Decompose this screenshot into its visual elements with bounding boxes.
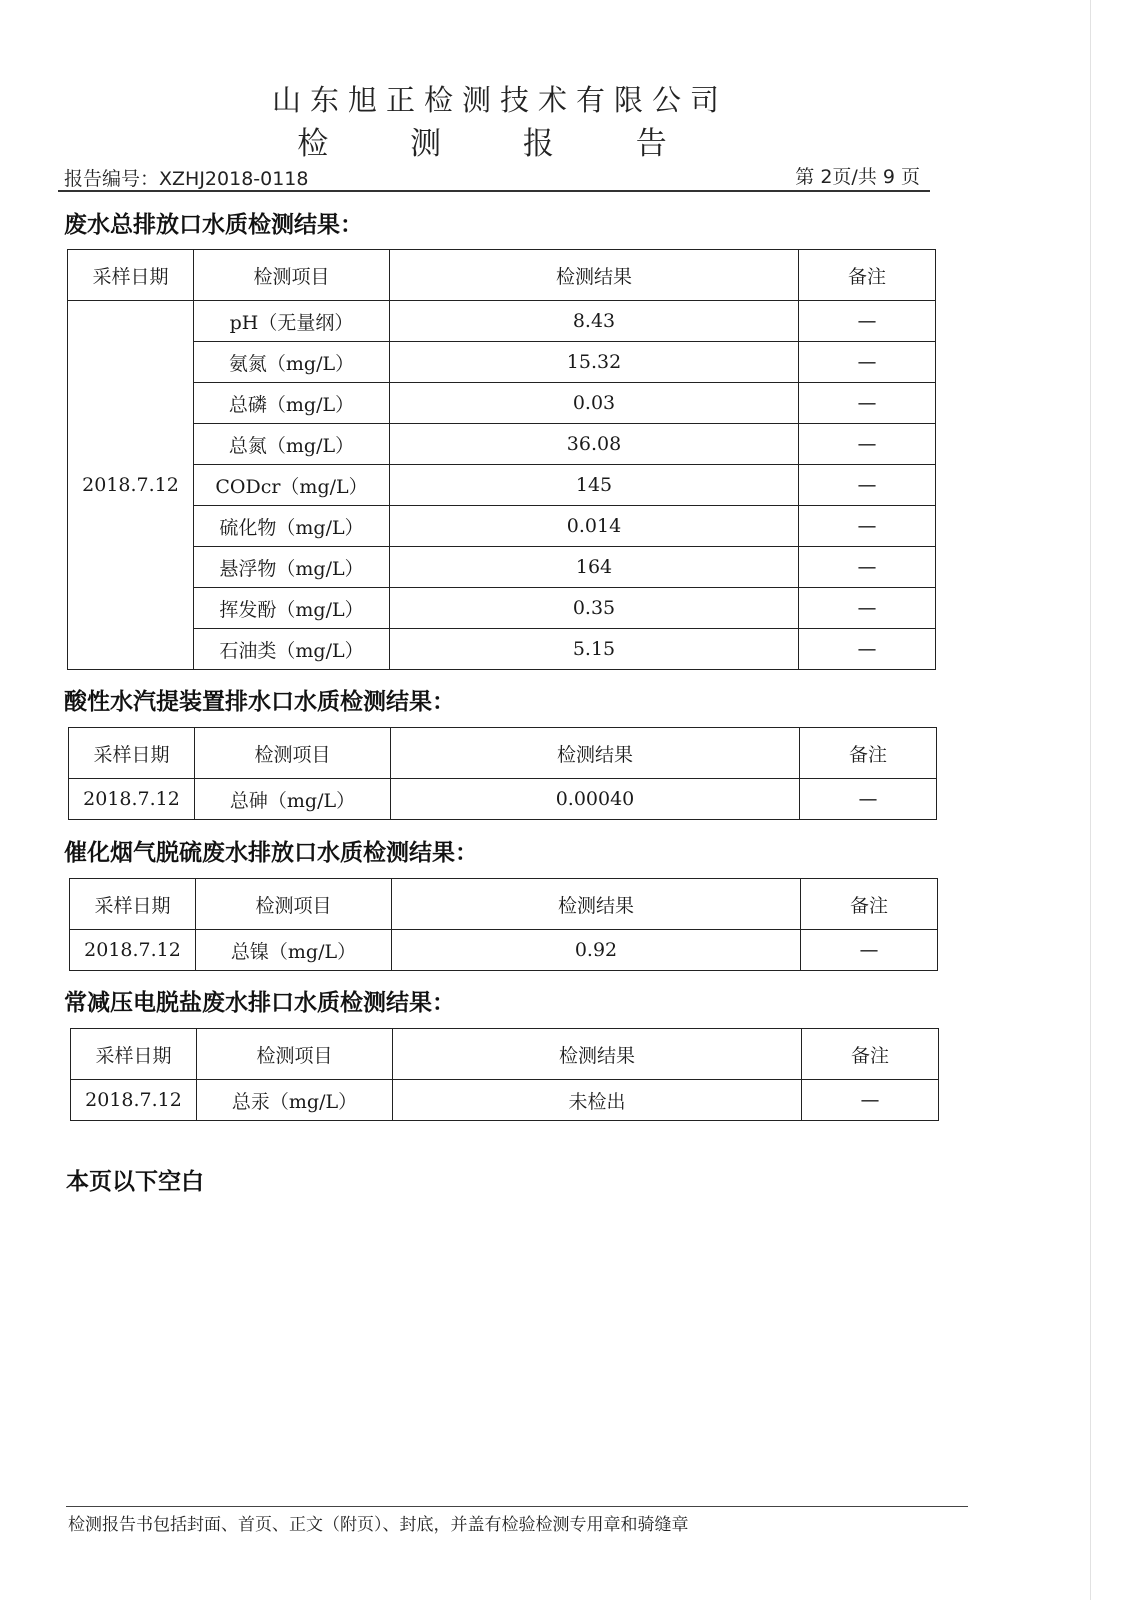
results-table <box>67 249 936 670</box>
col-header-note: 备注 <box>800 728 937 779</box>
table-row <box>71 1080 939 1121</box>
section-title: 废水总排放口水质检测结果： <box>64 212 363 238</box>
note-cell: — <box>802 1080 939 1121</box>
report-header-bar <box>58 160 930 192</box>
section-title: 酸性水汽提装置排水口水质检测结果： <box>64 689 455 715</box>
note-cell: — <box>801 930 938 971</box>
note-cell: — <box>799 383 936 424</box>
item-cell: 总镍（mg/L） <box>196 930 392 971</box>
table-row <box>68 342 936 383</box>
note-cell: — <box>799 629 936 670</box>
result-cell: 5.15 <box>390 629 799 670</box>
result-cell: 0.92 <box>392 930 801 971</box>
table-header-row <box>71 1029 939 1080</box>
result-cell: 164 <box>390 547 799 588</box>
results-table <box>70 1028 939 1121</box>
table-row <box>69 779 937 820</box>
col-header-result: 检测结果 <box>390 250 799 301</box>
item-cell: 挥发酚（mg/L） <box>194 588 390 629</box>
section-title: 常减压电脱盐废水排口水质检测结果： <box>64 990 455 1016</box>
result-cell: 8.43 <box>390 301 799 342</box>
item-cell: 硫化物（mg/L） <box>194 506 390 547</box>
note-cell: — <box>799 424 936 465</box>
table-row <box>70 930 938 971</box>
col-header-note: 备注 <box>802 1029 939 1080</box>
table-row <box>68 629 936 670</box>
col-header-item: 检测项目 <box>194 250 390 301</box>
col-header-note: 备注 <box>799 250 936 301</box>
note-cell: — <box>799 465 936 506</box>
table-row <box>68 588 936 629</box>
col-header-date: 采样日期 <box>71 1029 197 1080</box>
col-header-item: 检测项目 <box>197 1029 393 1080</box>
result-cell: 0.00040 <box>391 779 800 820</box>
col-header-item: 检测项目 <box>196 879 392 930</box>
col-header-date: 采样日期 <box>69 728 195 779</box>
col-header-date: 采样日期 <box>68 250 194 301</box>
item-cell: 总砷（mg/L） <box>195 779 391 820</box>
col-header-result: 检测结果 <box>391 728 800 779</box>
result-cell: 145 <box>390 465 799 506</box>
item-cell: 总氮（mg/L） <box>194 424 390 465</box>
note-cell: — <box>799 301 936 342</box>
table-header-row <box>70 879 938 930</box>
table-row <box>68 424 936 465</box>
col-header-date: 采样日期 <box>70 879 196 930</box>
results-table <box>68 727 937 820</box>
sample-date-cell: 2018.7.12 <box>70 930 196 971</box>
footer-note: 检测报告书包括封面、首页、正文（附页）、封底，并盖有检验检测专用章和骑缝章 <box>68 1515 689 1535</box>
report-number: 报告编号：XZHJ2018-0118 <box>64 168 309 190</box>
table-row <box>68 301 936 342</box>
result-cell: 0.03 <box>390 383 799 424</box>
section-title: 催化烟气脱硫废水排放口水质检测结果： <box>64 840 478 866</box>
result-cell: 15.32 <box>390 342 799 383</box>
item-cell: 氨氮（mg/L） <box>194 342 390 383</box>
note-cell: — <box>799 506 936 547</box>
table-header-row <box>69 728 937 779</box>
note-cell: — <box>799 547 936 588</box>
table-row <box>68 465 936 506</box>
item-cell: pH（无量纲） <box>194 301 390 342</box>
sample-date-cell: 2018.7.12 <box>71 1080 197 1121</box>
sample-date-cell: 2018.7.12 <box>69 779 195 820</box>
document-title: 检 测 报 告 <box>297 126 703 162</box>
blank-below-note: 本页以下空白 <box>66 1169 204 1195</box>
col-header-result: 检测结果 <box>393 1029 802 1080</box>
table-header-row <box>68 250 936 301</box>
result-cell: 未检出 <box>393 1080 802 1121</box>
item-cell: CODcr（mg/L） <box>194 465 390 506</box>
item-cell: 悬浮物（mg/L） <box>194 547 390 588</box>
note-cell: — <box>799 588 936 629</box>
item-cell: 总汞（mg/L） <box>197 1080 393 1121</box>
result-cell: 0.35 <box>390 588 799 629</box>
table-row <box>68 547 936 588</box>
col-header-item: 检测项目 <box>195 728 391 779</box>
result-cell: 0.014 <box>390 506 799 547</box>
col-header-result: 检测结果 <box>392 879 801 930</box>
result-cell: 36.08 <box>390 424 799 465</box>
item-cell: 石油类（mg/L） <box>194 629 390 670</box>
footer-divider <box>66 1506 968 1507</box>
page-indicator: 第 2页/共 9 页 <box>795 166 920 188</box>
table-row <box>68 383 936 424</box>
item-cell: 总磷（mg/L） <box>194 383 390 424</box>
note-cell: — <box>799 342 936 383</box>
table-row <box>68 506 936 547</box>
company-name: 山东旭正检测技术有限公司 <box>271 83 728 117</box>
col-header-note: 备注 <box>801 879 938 930</box>
results-table <box>69 878 938 971</box>
sample-date-cell: 2018.7.12 <box>68 301 194 670</box>
note-cell: — <box>800 779 937 820</box>
page-edge-line <box>1090 0 1091 1600</box>
